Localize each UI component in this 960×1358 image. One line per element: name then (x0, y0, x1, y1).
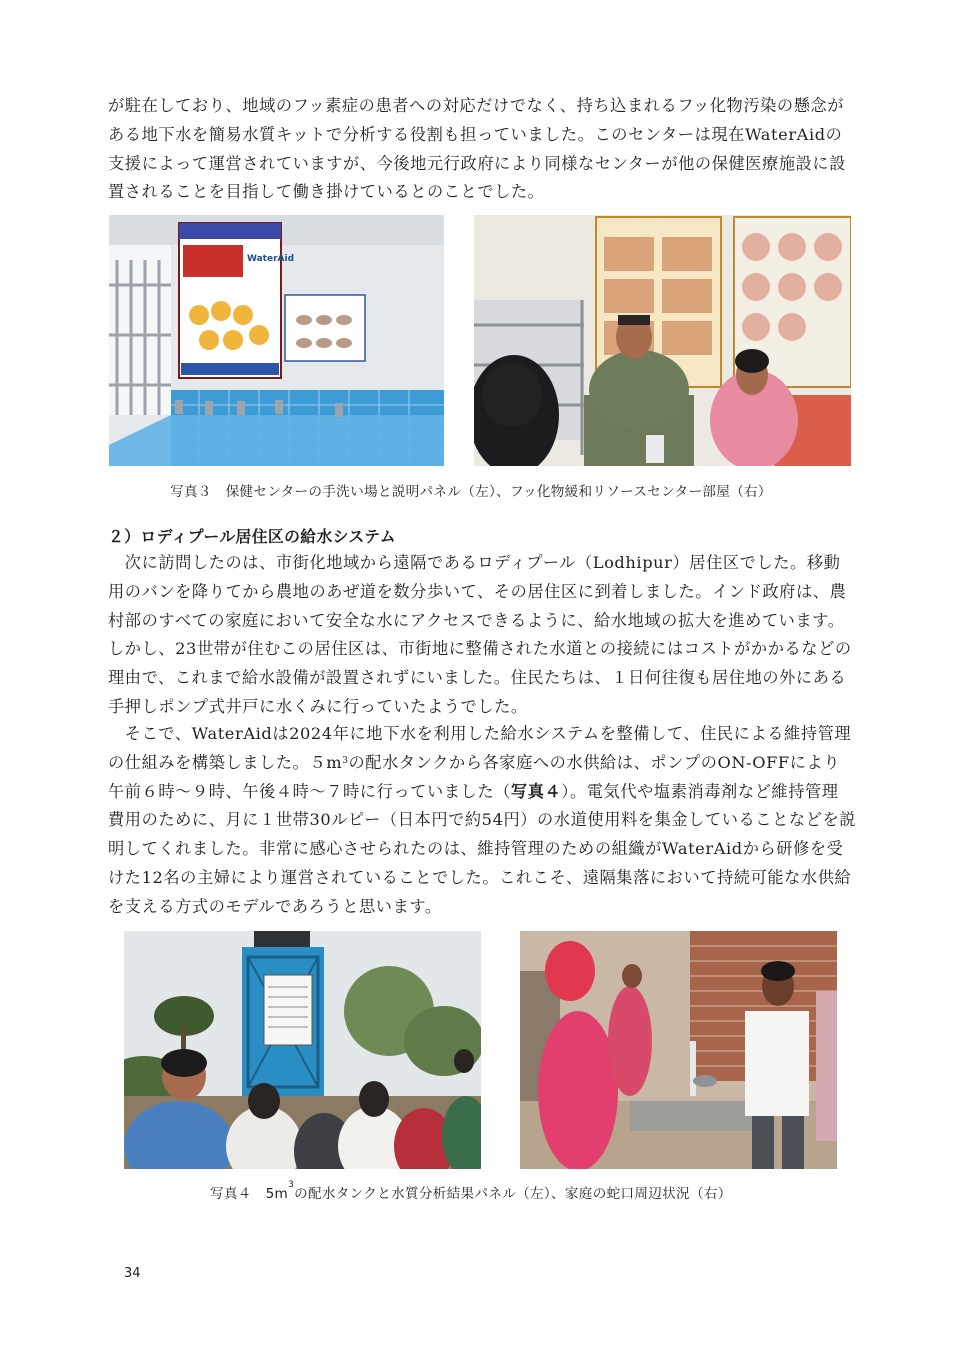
intro-paragraph (108, 92, 856, 207)
body-text: 午前６時～９時、午後４時～７時に行っていました（ (108, 781, 511, 801)
body-line: しかし、23世帯が住むこの居住区は、市街地に整備された水道との接続にはコストがかかるなどの (108, 639, 852, 659)
body-text: ）。電気代や塩素消毒剤など維持管理 (561, 781, 839, 801)
page-number: 34 (124, 1266, 141, 1281)
body-text: の配水タンクから各家庭への水供給は、ポンプのON-OFFにより (348, 752, 841, 772)
body-line: 費用のために、月に１世帯30ルピー（日本円で約54円）の水道使用料を集金していることなどを説 (108, 810, 857, 830)
body-line: そこで、WaterAidは2024年に地下水を利用した給水システムを整備して、住民による維持管理 (108, 724, 852, 743)
section2-paragraph1 (108, 549, 856, 722)
intro-line: ある地下水を簡易水質キットで分析する役割も担っていました。このセンターは現在WaterAidの (108, 124, 843, 144)
photo-household-tap (520, 931, 837, 1169)
intro-line: 置されることを目指して働き掛けているとのことでした。 (108, 182, 545, 202)
body-line: 用のバンを降りてから農地のあぜ道を数分歩いて、その居住区に到着しました。インド政府は、農 (108, 581, 847, 601)
superscript: 3 (288, 1180, 295, 1190)
caption-text: 写真４ 5m (210, 1186, 289, 1202)
wateraid-logo-text: WaterAid (247, 254, 295, 264)
body-line: 次に訪問したのは、市街化地域から遠隔であるロディプール（Lodhipur）居住区でした。移動 (108, 553, 841, 572)
body-text: の仕組みを構築しました。５m (108, 752, 343, 772)
photo-resource-center-room (474, 215, 851, 466)
body-line: 村部のすべての家庭において安全な水にアクセスできるように、給水地域の拡大を進めています。 (108, 610, 845, 630)
photo-reference: 写真４ (510, 781, 562, 801)
photo3-caption: 写真３ 保健センターの手洗い場と説明パネル（左）、フッ化物緩和リソースセンター部屋（右） (170, 484, 772, 500)
section2-paragraph2 (108, 720, 856, 922)
intro-line: 支援によって運営されていますが、今後地元行政府により同様なセンターが他の保健医療施設に設 (108, 153, 846, 173)
body-line: けた12名の主婦により運営されていることでした。これこそ、遠隔集落において持続可能な水供給 (108, 867, 852, 887)
photo-water-tank (124, 931, 481, 1169)
photo4-caption (210, 1182, 732, 1202)
body-line: 明してくれました。非常に感心させられたのは、維持管理のための組織がWaterAidから研修を受 (108, 839, 844, 859)
photo-handwashing-station (109, 215, 444, 466)
intro-line: が駐在しており、地域のフッ素症の患者への対応だけでなく、持ち込まれるフッ化物汚染の懸念が (108, 96, 845, 115)
body-line: 理由で、これまで給水設備が設置されずにいました。住民たちは、１日何往復も居住地の外にある (108, 668, 847, 688)
caption-text: の配水タンクと水質分析結果パネル（左）、家庭の蛇口周辺状況（右） (294, 1186, 732, 1202)
body-line (108, 778, 856, 807)
body-line: を支える方式のモデルであろうと思います。 (108, 896, 442, 916)
superscript: 3 (342, 755, 349, 766)
section-heading: ２）ロディプール居住区の給水システム (108, 527, 396, 546)
body-line: 手押しポンプ式井戸に水くみに行っていたようでした。 (108, 696, 528, 716)
body-line (108, 749, 856, 778)
